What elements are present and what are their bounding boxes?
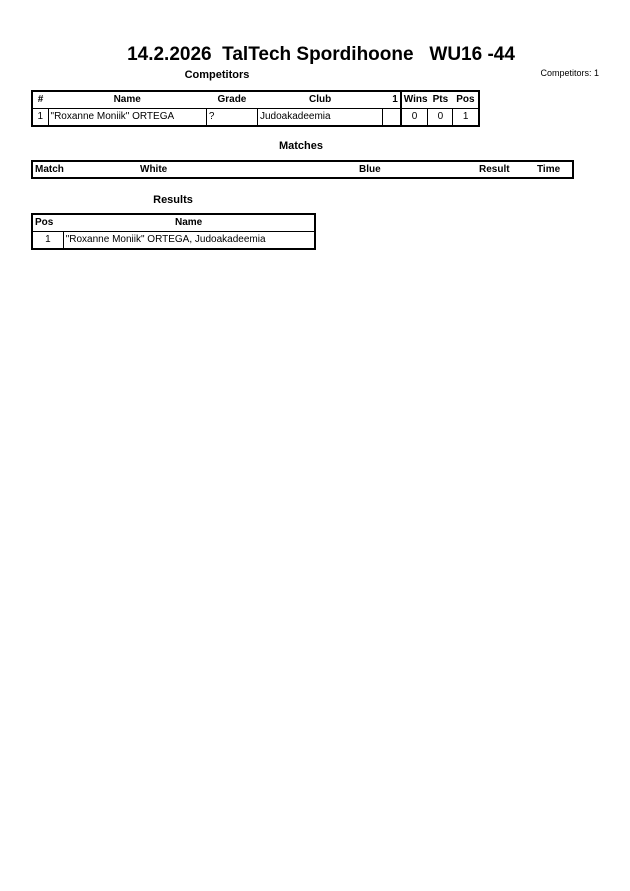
col-header-pos: Pos xyxy=(453,91,479,109)
result-pos: 1 xyxy=(45,234,51,245)
competitors-count: Competitors: 1 xyxy=(540,68,599,78)
competitor-grade: ? xyxy=(206,109,257,127)
col-header-pts: Pts xyxy=(428,91,453,109)
results-section-title: Results xyxy=(153,194,193,206)
page-title: 14.2.2026 TalTech Spordihoone WU16 -44 xyxy=(127,44,515,65)
col-header-result: Result xyxy=(479,163,510,175)
col-header-grade: Grade xyxy=(206,91,257,109)
competitor-club: Judoakadeemia xyxy=(257,109,382,127)
competitor-round-1 xyxy=(383,109,401,127)
col-header-time: Time xyxy=(537,163,561,175)
col-header-club: Club xyxy=(257,91,382,109)
table-row xyxy=(32,232,315,250)
col-header-match: Match xyxy=(35,163,64,175)
competitors-header-row xyxy=(32,91,479,109)
competitors-table xyxy=(31,90,480,127)
col-header-result-pos: Pos xyxy=(32,214,63,232)
matches-header-row xyxy=(32,161,573,178)
competitor-wins: 0 xyxy=(401,109,428,127)
results-table xyxy=(31,213,316,250)
competitor-pos: 1 xyxy=(453,109,479,127)
col-header-wins: Wins xyxy=(401,91,428,109)
matches-table xyxy=(31,160,574,179)
result-name: "Roxanne Moniik" ORTEGA, Judoakadeemia xyxy=(63,232,315,250)
table-row xyxy=(32,109,479,127)
col-header-round-1: 1 xyxy=(383,91,401,109)
col-header-white: White xyxy=(140,163,168,175)
col-header-result-name: Name xyxy=(63,214,315,232)
matches-section-title: Matches xyxy=(278,140,324,152)
col-header-blue: Blue xyxy=(359,163,381,175)
competitor-num: 1 xyxy=(37,111,44,122)
col-header-num: # xyxy=(32,91,48,109)
competitor-pts: 0 xyxy=(428,109,453,127)
competitor-name: "Roxanne Moniik" ORTEGA xyxy=(48,109,206,127)
results-header-row xyxy=(32,214,315,232)
competitors-section-title: Competitors xyxy=(184,69,250,81)
col-header-name: Name xyxy=(48,91,206,109)
